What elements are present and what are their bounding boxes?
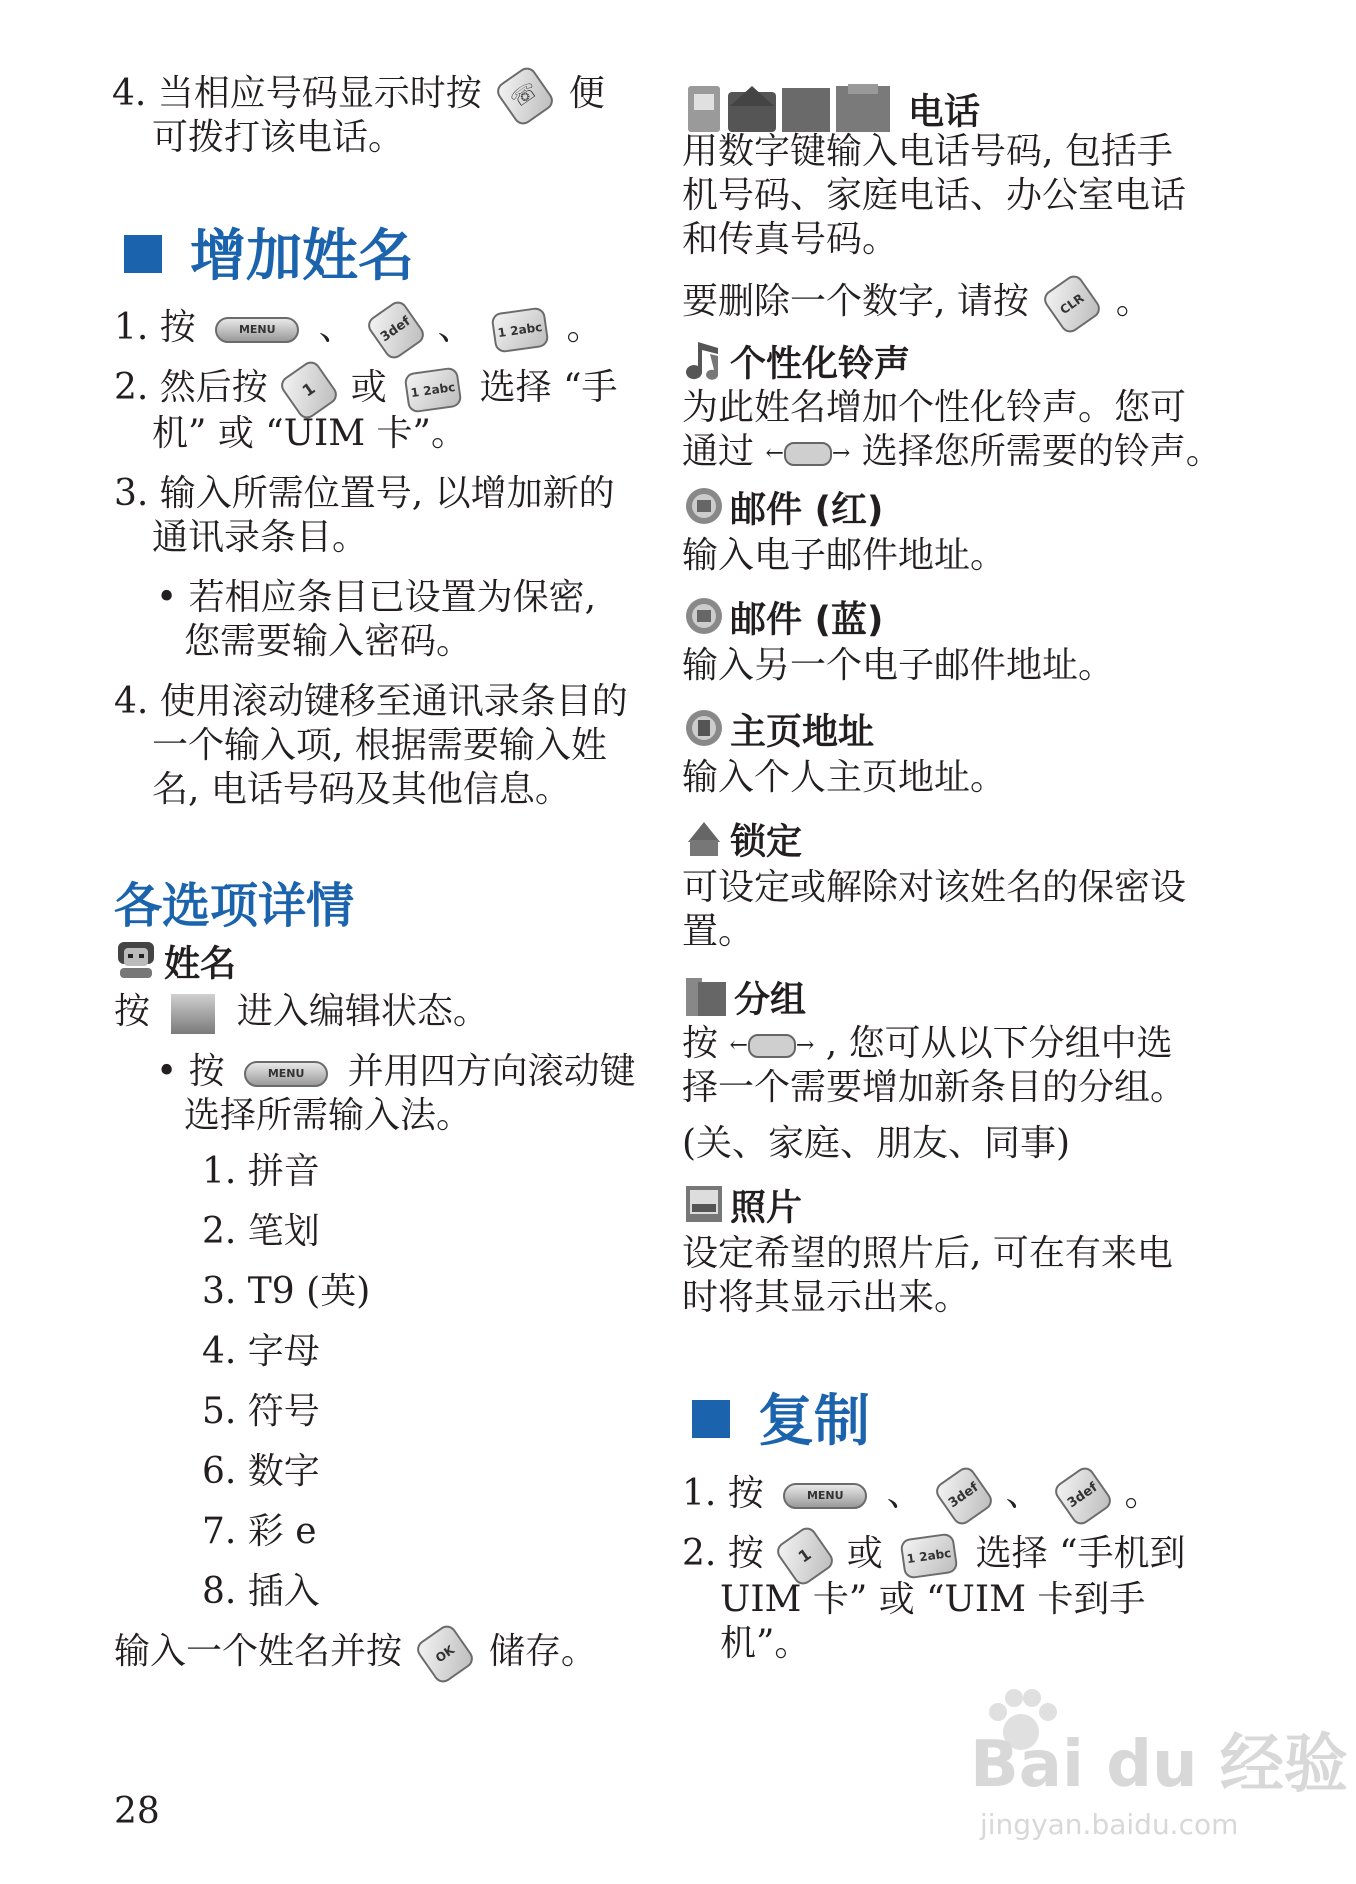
group-body-line2: 择一个需要增加新条目的分组。 <box>682 1067 1187 1108</box>
group-icon <box>684 974 728 1029</box>
bullet-password-line2: 您需要输入密码。 <box>184 621 473 662</box>
phone-heading: 电话 <box>686 82 980 145</box>
group-options: (关、家庭、朋友、同事) <box>682 1123 1071 1164</box>
bullet-password-line1: • 若相应条目已设置为保密, <box>156 577 597 618</box>
copy-step-1: 1. 按 MENU 、 3def 、 3def 。 <box>682 1472 1161 1520</box>
photo-heading: 照片 <box>684 1184 802 1235</box>
copy-step-2-line3: 机”。 <box>720 1623 811 1664</box>
phone-body-line1: 用数字键输入电话号码, 包括手 <box>682 131 1173 172</box>
mail-red-heading: 邮件 (红) <box>684 486 883 537</box>
add-step-3-line1: 3. 输入所需位置号, 以增加新的 <box>114 473 615 514</box>
key-2-icon: 1 2abc <box>404 366 463 413</box>
lock-heading: 锁定 <box>684 818 802 869</box>
photo-body-line2: 时将其显示出来。 <box>682 1277 971 1318</box>
add-step-3-line2: 通讯录条目。 <box>152 517 369 558</box>
add-step-4-line3: 名, 电话号码及其他信息。 <box>152 769 571 810</box>
method-item: 7. 彩 e <box>202 1511 317 1552</box>
ok-key-icon: OK <box>414 1622 478 1687</box>
nav-left-right-icon: ← → <box>765 441 851 466</box>
method-item: 3. T9 (英) <box>202 1271 371 1312</box>
add-step-2: 2. 然后按 1 或 1 2abc 选择 “手 <box>114 366 617 414</box>
homepage-heading: 主页地址 <box>684 708 874 759</box>
key-3-icon: 3def <box>364 298 428 363</box>
ringtone-body-line2: 通过 ← → 选择您所需要的铃声。 <box>682 430 1222 476</box>
phone-body-line3: 和传真号码。 <box>682 219 899 260</box>
watermark-url: jingyan.baidu.com <box>980 1808 1239 1841</box>
mail-blue-icon <box>684 596 724 647</box>
menu-key-icon: MENU <box>215 317 299 343</box>
key-3-icon: 3def <box>932 1464 996 1529</box>
name-edit-line: 按 进入编辑状态。 <box>114 991 489 1032</box>
section-square-icon <box>692 1400 730 1438</box>
bullet-input-method: • 按 MENU 并用四方向滚动键 <box>156 1051 636 1092</box>
mail-red-icon <box>684 486 724 537</box>
key-2-icon: 1 2abc <box>491 306 550 353</box>
phone-body-line2: 机号码、家庭电话、办公室电话 <box>682 175 1187 216</box>
section-title-copy: 复制 <box>692 1390 870 1454</box>
group-body-line1: 按 ← → , 您可从以下分组中选 <box>682 1022 1173 1068</box>
photo-body-line1: 设定希望的照片后, 可在有来电 <box>682 1233 1173 1274</box>
add-step-4-line1: 4. 使用滚动键移至通讯录条目的 <box>114 681 628 722</box>
key-3-icon: 3def <box>1051 1464 1115 1529</box>
add-step-1: 1. 按 MENU 、 3def 、 1 2abc 。 <box>114 306 603 354</box>
section-title-add-name: 增加姓名 <box>124 225 414 289</box>
mail-blue-heading: 邮件 (蓝) <box>684 596 883 647</box>
method-item: 8. 插入 <box>202 1571 320 1612</box>
clr-key-icon: CLR <box>1041 272 1105 337</box>
section-title-options: 各选项详情 <box>114 878 355 934</box>
method-item: 4. 字母 <box>202 1331 320 1372</box>
key-1-icon: 1 <box>773 1524 837 1589</box>
page-number: 28 <box>114 1791 160 1832</box>
step-4-call: 4. 当相应号码显示时按 ☏ 便 <box>112 72 605 120</box>
step-4-call-line2: 可拨打该电话。 <box>152 117 405 158</box>
lock-body-line1: 可设定或解除对该姓名的保密设 <box>682 867 1187 908</box>
method-item: 1. 拼音 <box>202 1151 320 1192</box>
mail-red-body: 输入电子邮件地址。 <box>682 535 1007 576</box>
delete-line: 要删除一个数字, 请按 CLR 。 <box>682 280 1152 328</box>
save-line: 输入一个姓名并按 OK 储存。 <box>114 1630 597 1678</box>
nav-left-right-icon: ← → <box>729 1033 815 1058</box>
method-item: 2. 笔划 <box>202 1211 320 1252</box>
copy-step-2-line2: UIM 卡” 或 “UIM 卡到手 <box>720 1579 1146 1620</box>
menu-key-icon: MENU <box>244 1061 328 1087</box>
homepage-body: 输入个人主页地址。 <box>682 757 1007 798</box>
section-square-icon <box>124 235 162 273</box>
method-item: 5. 符号 <box>202 1391 320 1432</box>
ringtone-body-line1: 为此姓名增加个性化铃声。您可 <box>682 387 1187 428</box>
photo-icon <box>684 1184 724 1235</box>
name-heading: 姓名 <box>114 940 236 991</box>
person-icon <box>114 940 158 991</box>
lock-icon <box>684 818 724 869</box>
music-note-icon <box>684 338 724 393</box>
mail-blue-body: 输入另一个电子邮件地址。 <box>682 645 1115 686</box>
add-step-2-line2: 机” 或 “UIM 卡”。 <box>152 413 467 454</box>
ringtone-heading: 个性化铃声 <box>684 338 910 393</box>
method-item: 6. 数字 <box>202 1451 320 1492</box>
group-heading: 分组 <box>684 974 806 1029</box>
add-step-4-line2: 一个输入项, 根据需要输入姓 <box>152 725 607 766</box>
send-key-icon: ☏ <box>493 64 557 129</box>
copy-step-2: 2. 按 1 或 1 2abc 选择 “手机到 <box>682 1532 1185 1580</box>
bullet-input-method-line2: 选择所需输入法。 <box>184 1095 473 1136</box>
lock-body-line2: 置。 <box>682 911 755 952</box>
menu-key-icon: MENU <box>783 1483 867 1509</box>
key-1-icon: 1 <box>277 358 341 423</box>
key-2-icon: 1 2abc <box>900 1532 959 1579</box>
homepage-icon <box>684 708 724 759</box>
watermark-brand: Bai du 经验 <box>970 1728 1348 1802</box>
edit-key-icon <box>171 994 215 1034</box>
